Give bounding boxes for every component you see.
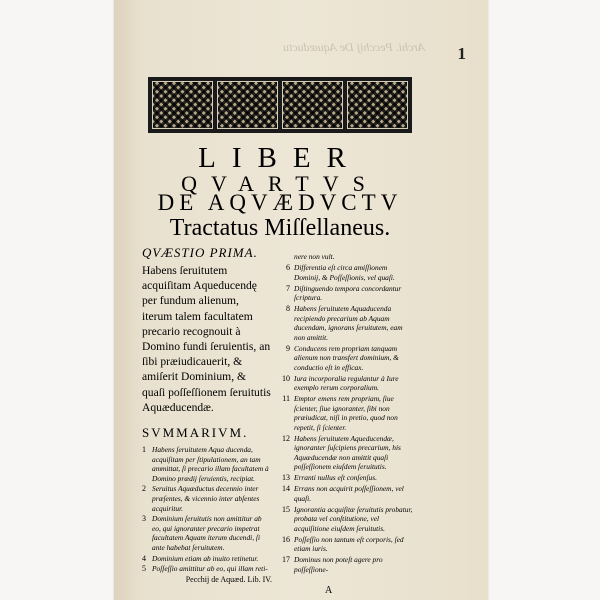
item-text: Dominium ſeruitutis non amittitur ab eo, qui ignoranter precario impetrat facultatem Aquam iterum ducendi, ſi ante habebat ſeruitutem. <box>152 514 262 552</box>
item-text: Habens ſeruitutem Aqueducendæ, ignoranter ſuſcipiens precarium, his Aquæducendæ non amittit quaſi poſſeſſionem eiuſdem ſeruitutis. <box>294 433 401 471</box>
summary-item <box>280 555 414 574</box>
book-subtitle: QVARTVS <box>181 171 379 196</box>
summary-item <box>280 434 414 472</box>
item-text: Dominium etiam ab inuito retinetur. <box>152 553 259 563</box>
item-text: Poſſeſſio non tantum eſt corporis, ſed etiam iuris. <box>294 534 404 553</box>
item-number: 6 <box>286 263 290 272</box>
item-number: 11 <box>282 394 290 403</box>
summary-item <box>280 484 414 503</box>
running-footer: Pecchij de Aquæd. Lib. IV. <box>185 574 272 584</box>
item-number: 8 <box>286 304 290 313</box>
item-number: 9 <box>286 343 290 353</box>
item-number: 15 <box>282 504 290 514</box>
item-number: 16 <box>282 534 290 544</box>
summary-title: SVMMARIVM. <box>142 425 249 441</box>
ornament-tile <box>152 81 213 129</box>
summary-item <box>142 484 272 513</box>
item-number: 3 <box>142 514 146 524</box>
summary-item <box>280 344 414 373</box>
item-text: Errans non acquirit poſſeſſionem, vel quaſi. <box>294 484 404 503</box>
summary-item <box>280 374 414 393</box>
item-text: Conducens rem propriam tanquam alienum non transfert dominium, & conductio eſt in efficax. <box>294 343 399 372</box>
item-number: 13 <box>282 473 290 482</box>
summary-item <box>280 252 414 262</box>
summary-item <box>280 535 414 554</box>
right-column <box>280 252 414 576</box>
item-number: 4 <box>142 553 146 563</box>
summary-item <box>280 394 414 432</box>
item-text: Diſtinguendo tempora concordantur ſcriptura. <box>294 283 402 302</box>
ornament-tile <box>347 81 408 129</box>
item-number: 17 <box>282 555 290 564</box>
summary-item <box>280 263 414 282</box>
summary-list <box>142 445 272 574</box>
item-number: 2 <box>142 484 146 494</box>
item-text: nere non vult. <box>294 252 335 261</box>
summary-item <box>280 505 414 534</box>
item-text: Iura incorporalia regulantur à Iure exemplo rerum corporalium. <box>294 373 399 392</box>
item-text: Habens ſeruitutem Aqua ducenda, acquiſitam per ſtipulationem, an tam ammittat, ſi precario illam facultatem à Domino prædij ſeruientis, recipiat. <box>152 445 269 483</box>
page-number: 1 <box>457 44 466 63</box>
summary-item <box>142 514 272 552</box>
ornament-tile <box>217 81 278 129</box>
summary-item <box>280 304 414 342</box>
item-number: 14 <box>282 484 290 493</box>
item-number <box>280 252 290 262</box>
ornament-tile <box>282 81 343 129</box>
book-title: LIBER <box>198 142 362 174</box>
item-number: 7 <box>286 283 290 293</box>
item-number: 5 <box>142 564 146 574</box>
treatise-title: Tractatus Miſſellaneus. <box>169 215 391 241</box>
question-title: QVÆSTIO PRIMA. <box>142 245 258 260</box>
summary-item <box>142 554 272 564</box>
item-text: Poſſeſſio amittitur ab eo, qui illam reti- <box>152 564 268 574</box>
summary-item <box>280 284 414 303</box>
item-text: Erranti nullus eſt conſenſus. <box>294 473 377 482</box>
question-text: Habens ſeruitutem acquiſitam Aqueducendę per fundum alienum, iterum talem facultatem precario recognouit à Domino fundi ſeruientis, an ſibi præiudicauerit, & amiſerit Dominium, & quaſi poſſeſſionem ſeruitutis Aquæducendæ. <box>142 264 271 414</box>
item-text: Differentia eſt circa amiſſionem Dominij, & Poſſeſſionis, vel quaſi. <box>294 263 395 282</box>
bleed-through-text: Archi. Pecchij De Aquæductu <box>283 40 425 54</box>
ornamental-headpiece <box>148 77 412 133</box>
left-column <box>142 245 272 584</box>
item-number: 10 <box>282 373 290 383</box>
item-text: Habens ſeruitutem Aquaducenda recipiendo precarium ab Aquam ducendam, ignorans ſeruitutem, eam non amittit. <box>294 304 403 342</box>
item-text: Ignorantia acquiſitæ ſeruitutis probatur, probata vel conſtitutione, vel acquiſitione eiuſdem ſeruitutis. <box>294 504 413 533</box>
item-number: 1 <box>142 445 146 455</box>
item-number: 12 <box>282 433 290 443</box>
summary-item <box>142 564 272 574</box>
summary-item <box>280 473 414 483</box>
item-text: Seruitus Aquæductus decennio inter præſentes, & vicennio inter abſentes acquiritur. <box>152 484 260 513</box>
catchword: A <box>325 585 333 596</box>
summary-item <box>142 445 272 483</box>
item-text: Emptor emens rem propriam, ſiue ſcienter, ſiue ignoranter, ſibi non præiudicat, niſi in pretio, quod non repetit, ſi ſcienter. <box>294 394 398 432</box>
book-topic: DE AQVÆDVCTV <box>157 190 403 215</box>
item-text: Dominus non poteſt agere pro poſſeſſione- <box>294 555 383 574</box>
